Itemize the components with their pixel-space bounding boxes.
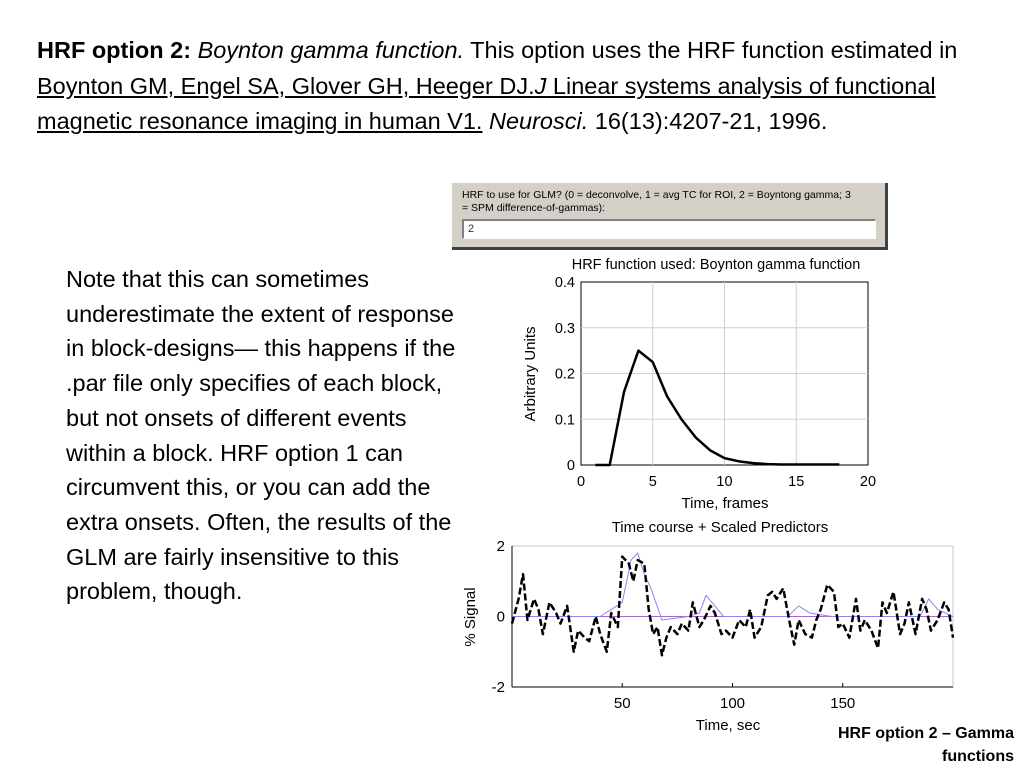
hrf-chart [500, 250, 920, 520]
hrf-xtick-label: 5 [648, 474, 657, 490]
citation-journal: Neurosci. [489, 108, 589, 134]
hrf-ytick-label: 0.2 [554, 366, 575, 383]
tc-chart-title: Time course + Scaled Predictors [611, 519, 829, 536]
slide-caption: HRF option 2 – Gamma functions [837, 725, 1014, 765]
hrf-ytick-label: 0.1 [554, 412, 575, 429]
tc-ytick-label: 2 [496, 538, 505, 555]
hrf-ytick-label: 0.4 [554, 275, 575, 291]
hrf-xlabel: Time, frames [681, 495, 769, 512]
tc-ytick-label: -2 [491, 679, 505, 696]
hrf-ylabel: Arbitrary Units [522, 326, 539, 422]
heading-method: Boynton gamma function. [197, 37, 465, 63]
hrf-ytick-label: 0.3 [554, 320, 575, 337]
tc-ylabel: % Signal [462, 587, 479, 647]
hrf-xtick-label: 15 [788, 474, 805, 490]
hrf-xtick-label: 0 [576, 474, 586, 490]
note-paragraph: Note that this can sometimes underestimate the extent of response in block-designs— this happens if the .par file only specifies of each block, but not onsets of different events within a block. HRF option 1 can circumvent this, or you can add the extra onsets. Often, the results of the GLM are fairly insensitive to this problem, though. [66, 266, 456, 605]
dialog-prompt: HRF to use for GLM? (0 = deconvolve, 1 = avg TC for ROI, 2 = Boyntong gamma; 3 = SPM difference-of-gammas): [462, 189, 851, 214]
hrf-xtick-label: 20 [859, 474, 877, 490]
hrf-ytick-label: 0 [566, 458, 575, 474]
citation-title: Linear systems analysis of functional magnetic resonance imaging in human V1. [37, 72, 936, 134]
hrf-xtick-label: 10 [716, 474, 733, 490]
tc-xtick-label: 50 [613, 695, 631, 712]
tc-xtick-label: 150 [830, 695, 856, 712]
citation-journal-prefix: J [534, 72, 547, 99]
tc-timecourse-line [512, 557, 953, 656]
hrf-choice-input[interactable]: 2 [462, 219, 876, 239]
tc-xtick-label: 100 [719, 695, 746, 712]
tc-xlabel: Time, sec [695, 717, 761, 734]
heading-intro: This option uses the HRF function estimated in [464, 37, 958, 63]
tc-ytick-label: 0 [496, 608, 505, 626]
citation-volume: 16(13):4207-21, 1996. [588, 108, 828, 134]
timecourse-chart [455, 513, 965, 738]
hrf-input-dialog [452, 183, 888, 250]
hrf-chart-title: HRF function used: Boynton gamma function [571, 257, 861, 273]
heading-label: HRF option 2: [37, 37, 192, 63]
citation-authors: Boynton GM, Engel SA, Glover GH, Heeger DJ. [37, 72, 535, 99]
slide-heading [37, 33, 997, 140]
